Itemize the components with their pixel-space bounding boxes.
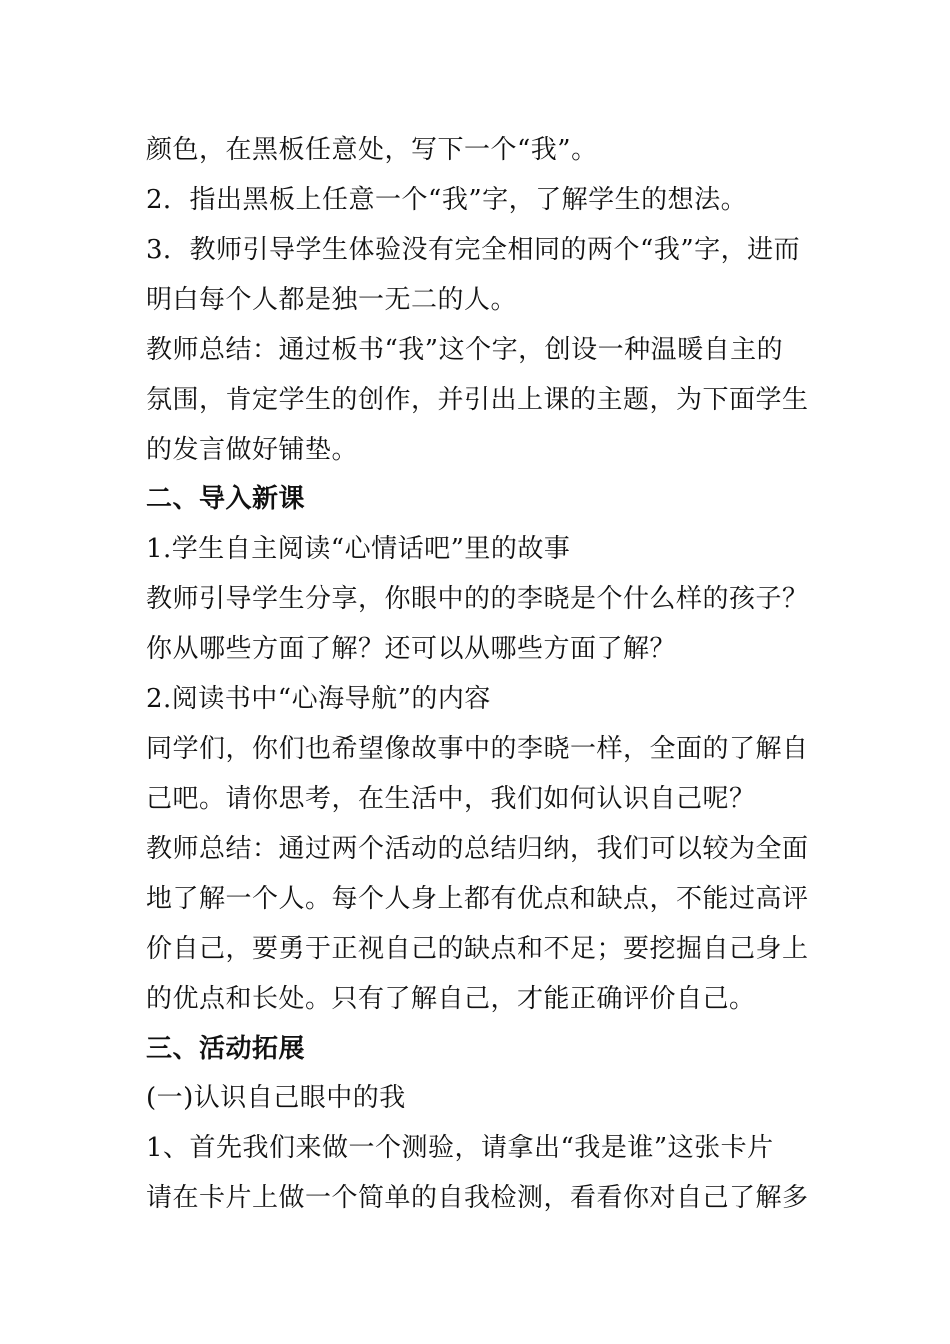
section-heading: 二、导入新课 bbox=[146, 484, 306, 514]
paragraph-line: 己吧。请你思考，在生活中，我们如何认识自己呢？ bbox=[146, 784, 756, 814]
paragraph-line: 2．指出黑板上任意一个“我”字，了解学生的想法。 bbox=[146, 185, 748, 215]
section-heading: 三、活动拓展 bbox=[146, 1034, 306, 1064]
paragraph-line: 同学们，你们也希望像故事中的李晓一样，全面的了解自 bbox=[146, 734, 809, 764]
paragraph-line: 教师总结：通过板书“我”这个字，创设一种温暖自主的 bbox=[146, 335, 784, 365]
paragraph-line: 的发言做好铺垫。 bbox=[146, 435, 359, 465]
paragraph-line: (一)认识自己眼中的我 bbox=[146, 1083, 406, 1113]
paragraph-line: 请在卡片上做一个简单的自我检测，看看你对自己了解多 bbox=[146, 1183, 809, 1213]
paragraph-line: 教师总结：通过两个活动的总结归纳，我们可以较为全面 bbox=[146, 834, 809, 864]
paragraph-line: 颜色，在黑板任意处，写下一个“我”。 bbox=[146, 135, 598, 165]
paragraph-line: 明白每个人都是独一无二的人。 bbox=[146, 285, 518, 315]
paragraph-line: 3．教师引导学生体验没有完全相同的两个“我”字，进而 bbox=[146, 235, 801, 265]
paragraph-line: 价自己，要勇于正视自己的缺点和不足；要挖掘自己身上 bbox=[146, 934, 809, 964]
paragraph-line: 你从哪些方面了解？还可以从哪些方面了解？ bbox=[146, 634, 677, 664]
paragraph-line: 1、首先我们来做一个测验，请拿出“我是谁”这张卡片 bbox=[146, 1133, 774, 1163]
paragraph-line: 地了解一个人。每个人身上都有优点和缺点，不能过高评 bbox=[146, 884, 809, 914]
paragraph-line: 2.阅读书中“心海导航”的内容 bbox=[146, 684, 491, 714]
paragraph-line: 教师引导学生分享，你眼中的的李晓是个什么样的孩子？ bbox=[146, 584, 809, 614]
paragraph-line: 1.学生自主阅读“心情话吧”里的故事 bbox=[146, 534, 571, 564]
paragraph-line: 氛围，肯定学生的创作，并引出上课的主题，为下面学生 bbox=[146, 385, 809, 415]
paragraph-line: 的优点和长处。只有了解自己，才能正确评价自己。 bbox=[146, 984, 756, 1014]
